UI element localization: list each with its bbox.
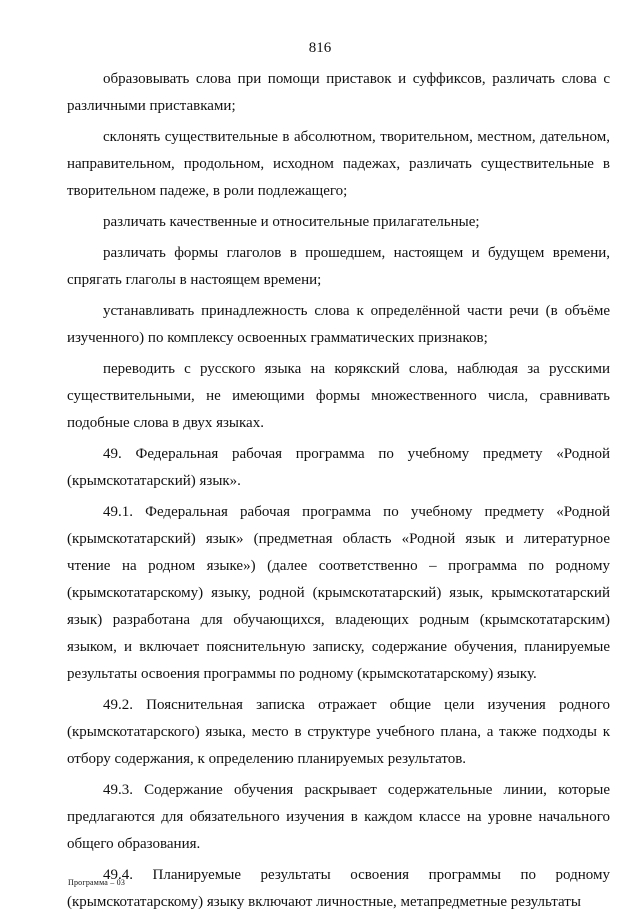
section-49-heading: 49. Федеральная рабочая программа по учебному предмету «Родной (крымскотатарский) язык». xyxy=(67,446,610,489)
section-49-4: 49.4. Планируемые результаты освоения программы по родному (крымскотатарскому) языку включают личностные, метапредметные результаты xyxy=(67,867,610,910)
page-number: 816 xyxy=(308,40,332,56)
document-body xyxy=(67,66,610,916)
paragraph-parts-of-speech: устанавливать принадлежность слова к определённой части речи (в объёме изученного) по комплексу освоенных грамматических признаков; xyxy=(67,303,610,346)
section-49-2: 49.2. Пояснительная записка отражает общие цели изучения родного (крымскотатарского) языка, место в структуре учебного плана, а также подходы к отбору содержания, к определению планируемых результатов. xyxy=(67,697,610,767)
page-footer: Программа – 03 xyxy=(68,878,126,887)
paragraph-verb-tenses: различать формы глаголов в прошедшем, настоящем и будущем времени, спрягать глаголы в настоящем времени; xyxy=(67,245,610,288)
paragraph-noun-cases: склонять существительные в абсолютном, творительном, местном, дательном, направительном, продольном, исходном падежах, различать существительные в творительном падеже, в роли подлежащего; xyxy=(67,129,610,199)
paragraph-translation: переводить с русского языка на корякский слова, наблюдая за русскими существительными, не имеющими формы множественного числа, сравнивать подобные слова в двух языках. xyxy=(67,361,610,431)
section-49-3: 49.3. Содержание обучения раскрывает содержательные линии, которые предлагаются для обязательного изучения в каждом классе на уровне начального общего образования. xyxy=(67,782,610,852)
paragraph-prefixes-suffixes: образовывать слова при помощи приставок и суффиксов, различать слова с различными приставками; xyxy=(67,71,610,114)
section-49-1: 49.1. Федеральная рабочая программа по учебному предмету «Родной (крымскотатарский) язык» (предметная область «Родной язык и литературное чтение на родном языке») (далее соответственно – программа по родному (крымскотатарскому) языку, родной (крымскотатарский) язык, крымскотатарский язык) разработана для обучающихся, владеющих родным (крымскотатарским) языком, и включает пояснительную записку, содержание обучения, планируемые результаты освоения программы по родному (крымскотатарскому) языку. xyxy=(67,504,610,682)
paragraph-adjectives: различать качественные и относительные прилагательные; xyxy=(103,214,480,230)
